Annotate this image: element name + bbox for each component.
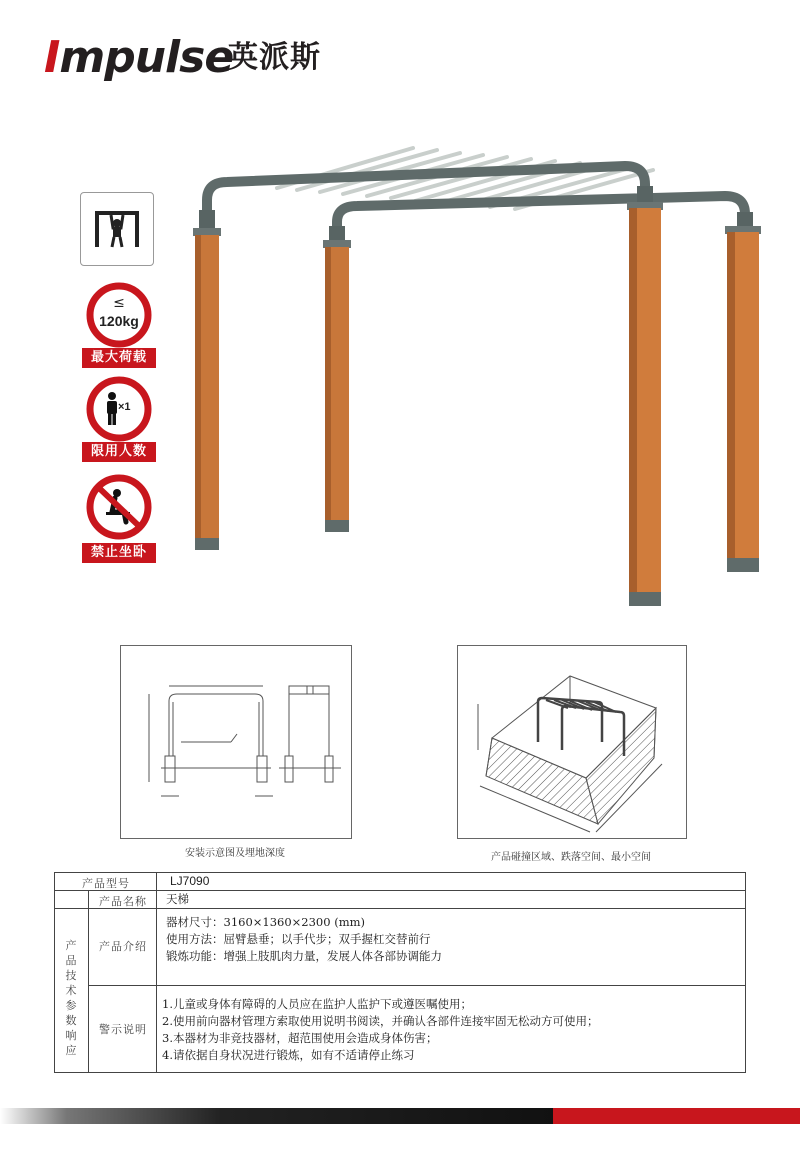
monkey-bars-product-image (185, 140, 765, 610)
max-load-label: 最大荷载 (82, 348, 156, 368)
warning-text (162, 996, 742, 1064)
model-label: 产品型号 (82, 877, 130, 890)
max-load-value: 120kg (99, 313, 139, 329)
brand-logo (44, 32, 233, 84)
table-rule-bottom (54, 1072, 746, 1073)
params-label: 产品技术参数响应 (65, 939, 77, 1057)
logo-rest: mpulse (59, 32, 234, 83)
footer-bar-dark (0, 1108, 553, 1124)
intro-line: 使用方法：屈臂悬垂；以手代步；双手握杠交替前行 (166, 932, 431, 946)
model-value: LJ7090 (170, 874, 210, 888)
no-sitting-label: 禁止坐卧 (82, 543, 156, 563)
hanging-pictogram-icon (80, 192, 154, 266)
warning-label: 警示说明 (99, 1023, 147, 1036)
table-rule-right (745, 872, 746, 1073)
user-count-label: 限用人数 (82, 442, 156, 462)
user-count-value: ×1 (118, 401, 131, 413)
table-rule-left (54, 872, 55, 1073)
logo-chinese: 英派斯 (228, 40, 321, 75)
table-rule-top (54, 872, 746, 873)
logo-first-letter: I (44, 32, 60, 83)
footer-bar-red (553, 1108, 800, 1124)
table-rule-labels (156, 872, 157, 1073)
installation-diagram (120, 645, 352, 839)
warning-line: 1.儿童或身体有障碍的人员应在监护人监护下或遵医嘱使用； (162, 997, 472, 1011)
safety-space-caption: 产品碰撞区域、跌落空间、最小空间 (491, 852, 651, 863)
table-rule-model (54, 890, 746, 891)
warning-line: 3.本器材为非竞技器材，超范围使用会造成身体伤害； (162, 1031, 438, 1045)
intro-line: 器材尺寸：3160×1360×2300 (mm) (166, 915, 366, 929)
intro-label: 产品介绍 (99, 940, 147, 953)
table-rule-name (54, 908, 746, 909)
warning-line: 2.使用前向器材管理方索取使用说明书阅读，并确认各部件连接牢固无松动方可使用； (162, 1014, 599, 1028)
max-load-symbol: ≤ (113, 295, 125, 311)
installation-caption: 安装示意图及埋地深度 (185, 848, 285, 859)
intro-text (166, 914, 736, 965)
intro-line: 锻炼功能：增强上肢肌肉力量，发展人体各部协调能力 (166, 949, 442, 963)
safety-space-diagram (457, 645, 687, 839)
name-label: 产品名称 (99, 895, 147, 908)
table-rule-intro (88, 985, 746, 986)
no-sitting-sign-icon (84, 474, 154, 540)
table-rule-params (88, 890, 89, 1073)
warning-line: 4.请依据自身状况进行锻炼，如有不适请停止练习 (162, 1048, 415, 1062)
name-value: 天梯 (166, 892, 189, 906)
